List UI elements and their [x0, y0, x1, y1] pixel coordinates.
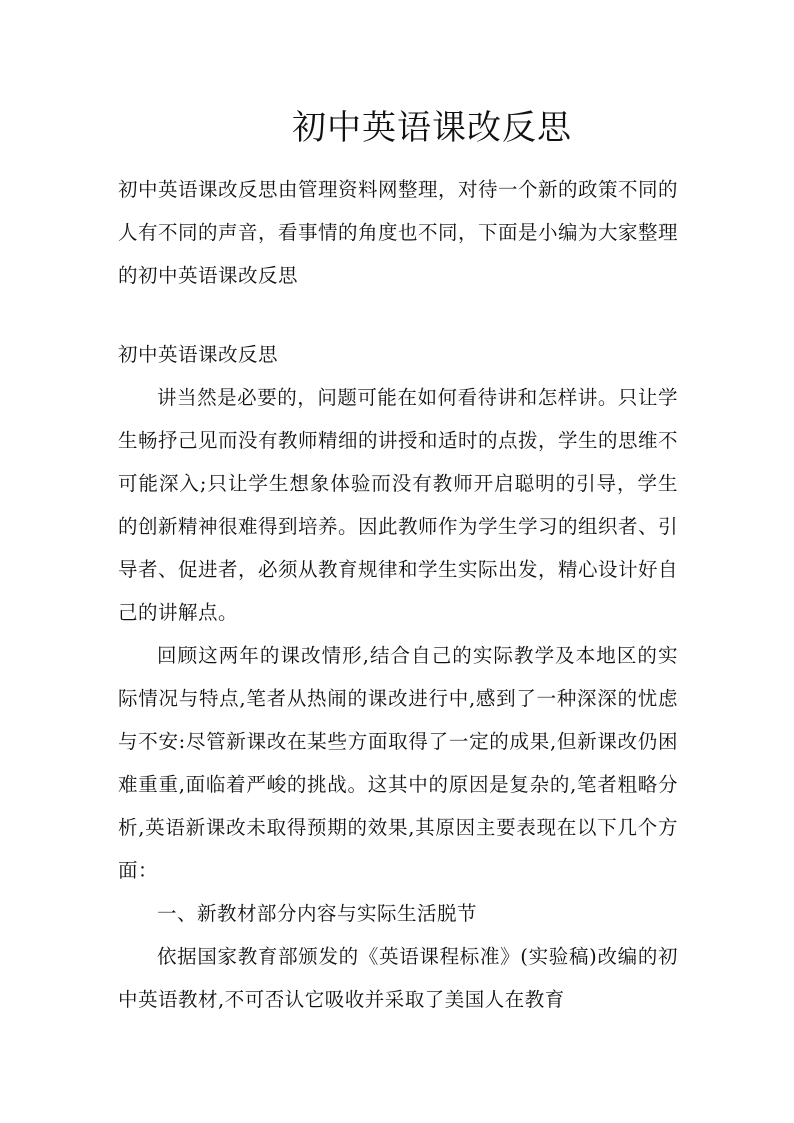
document-title: 初中英语课改反思 [292, 108, 572, 148]
paragraph-1: 讲当然是必要的，问题可能在如何看待讲和怎样讲。只让学生畅抒己见而没有教师精细的讲授和适时的点拨，学生的思维不可能深入;只让学生想象体验而没有教师开启聪明的引导，学生的创新精神很难得到培养。因此教师作为学生学习的组织者、引导者、促进者，必须从教育规律和学生实际出发，精心设计好自己的讲解点。 [118, 386, 679, 624]
intro-paragraph: 初中英语课改反思由管理资料网整理，对待一个新的政策不同的人有不同的声音，看事情的角度也不同，下面是小编为大家整理的初中英语课改反思 [118, 178, 679, 287]
document-body [118, 376, 678, 1021]
paragraph-3: 依据国家教育部颁发的《英语课程标准》(实验稿)改编的初中英语教材,不可否认它吸收并采取了美国人在教育 [118, 945, 678, 1011]
subsection-heading: 一、新教材部分内容与实际生活脱节 [157, 902, 478, 925]
paragraph-2: 回顾这两年的课改情形,结合自己的实际教学及本地区的实际情况与特点,笔者从热闹的课改进行中,感到了一种深深的忧虑与不安:尽管新课改在某些方面取得了一定的成果,但新课改仍困难重重,面临着严峻的挑战。这其中的原因是复杂的,笔者粗略分析,英语新课改未取得预期的效果,其原因主要表现在以下几个方面： [118, 644, 678, 882]
section-heading: 初中英语课改反思 [118, 343, 279, 366]
